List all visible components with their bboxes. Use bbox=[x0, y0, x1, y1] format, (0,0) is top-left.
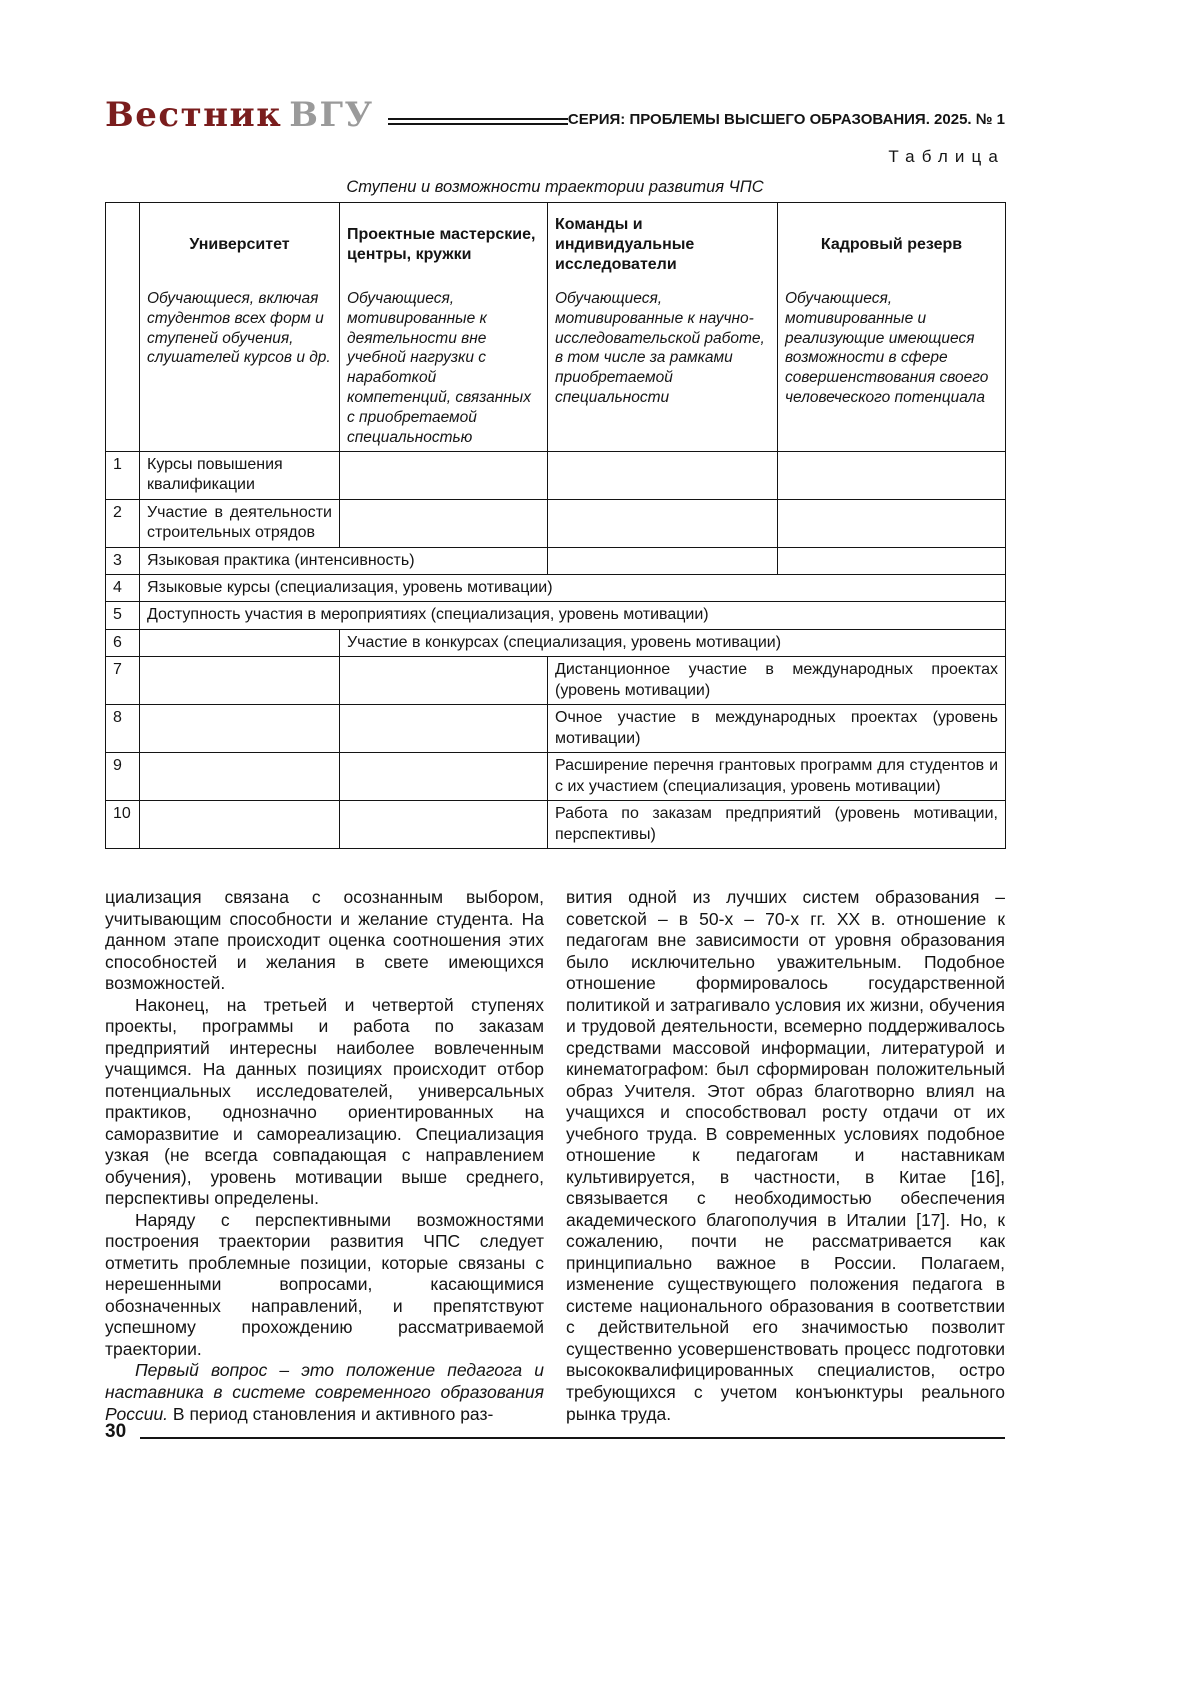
table-caption: Ступени и возможности траектории развития ЧПС bbox=[346, 178, 764, 196]
table-row-8 bbox=[106, 705, 1006, 753]
table-row-2 bbox=[106, 499, 1006, 547]
empty-cell bbox=[778, 451, 1006, 499]
row-number: 6 bbox=[106, 629, 140, 656]
empty-cell bbox=[778, 547, 1006, 574]
column-title: Кадровый резерв bbox=[820, 236, 963, 253]
row-number: 5 bbox=[106, 602, 140, 629]
table-row-6 bbox=[106, 629, 1006, 656]
article-body bbox=[105, 887, 1005, 1425]
paragraph: циализация связана с осознанным выбором, учитывающим способности и желание студента. На данном этапе происходит оценка соотношения этих способностей и желания в свете имеющихся возможностей. bbox=[105, 887, 544, 994]
empty-cell bbox=[140, 753, 340, 801]
series-title: СЕРИЯ: ПРОБЛЕМЫ ВЫСШЕГО ОБРАЗОВАНИЯ. 2025. № 1 bbox=[567, 110, 1005, 128]
page-number: 30 bbox=[105, 1421, 127, 1442]
row-number: 4 bbox=[106, 574, 140, 601]
empty-cell bbox=[140, 629, 340, 656]
column-description: Обучающиеся, включая студентов всех форм и ступеней обучения, слушателей курсов и др. bbox=[147, 290, 331, 367]
empty-cell bbox=[340, 499, 548, 547]
header-corner-cell bbox=[106, 203, 140, 452]
column-description: Обучающиеся, мотивированные к научно-исследовательской работе, в том числе за рамками приобретаемой специальности bbox=[555, 290, 765, 407]
paragraph: Наконец, на третьей и четвертой ступенях проекты, программы и работа по заказам предприятий интересны наиболее вовлеченным учащимся. На данных позициях происходит отбор потенциальных исследователей, универсальных практиков, однозначно ориентированных на саморазвитие и самореализацию. Специализация узкая (не всегда совпадающая с направлением обучения), уровень мотивации выше среднего, перспективы определены. bbox=[105, 994, 544, 1209]
row-text: Расширение перечня грантовых программ для студентов и с их участием (специализация, уровень мотивации) bbox=[548, 753, 1006, 801]
row-number: 9 bbox=[106, 753, 140, 801]
column-title: Университет bbox=[189, 236, 290, 253]
column-header-reserve bbox=[778, 203, 1006, 452]
footer-rule bbox=[140, 1437, 1005, 1439]
column-header-university bbox=[140, 203, 340, 452]
journal-logo bbox=[105, 95, 374, 135]
empty-cell bbox=[548, 451, 778, 499]
row-text: Участие в конкурсах (специализация, уровень мотивации) bbox=[340, 629, 1006, 656]
row-text: Доступность участия в мероприятиях (специализация, уровень мотивации) bbox=[140, 602, 1006, 629]
column-title: Команды и индивидуальные исследователи bbox=[555, 216, 695, 273]
page-footer bbox=[105, 1422, 1005, 1441]
empty-cell bbox=[140, 705, 340, 753]
column-header-workshops bbox=[340, 203, 548, 452]
table-header-row bbox=[106, 203, 1006, 452]
empty-cell bbox=[140, 801, 340, 849]
table-row-10 bbox=[106, 801, 1006, 849]
empty-cell bbox=[548, 547, 778, 574]
header-rule bbox=[388, 118, 568, 125]
table-row-4 bbox=[106, 574, 1006, 601]
row-text: Курсы повышения квалификации bbox=[140, 451, 340, 499]
trajectory-table bbox=[105, 202, 1006, 849]
empty-cell bbox=[778, 499, 1006, 547]
paragraph: Наряду с перспективными возможностями построения траектории развития ЧПС следует отметить проблемные позиции, которые связаны с нерешенными вопросами, касающимися обозначенных направлений, и препятствуют успешному прохождению рассматриваемой траектории. bbox=[105, 1209, 544, 1359]
table-row-7 bbox=[106, 657, 1006, 705]
row-number: 2 bbox=[106, 499, 140, 547]
empty-cell bbox=[548, 499, 778, 547]
row-number: 7 bbox=[106, 657, 140, 705]
italic-lead: Первый вопрос – это положение педагога и наставника в системе современного образования России. bbox=[105, 1360, 544, 1424]
table-row-1 bbox=[106, 451, 1006, 499]
row-text: Работа по заказам предприятий (уровень мотивации, перспективы) bbox=[548, 801, 1006, 849]
empty-cell bbox=[340, 705, 548, 753]
page-header bbox=[105, 95, 1005, 135]
empty-cell bbox=[340, 801, 548, 849]
paragraph-continuation: В период становления и активного раз- bbox=[168, 1403, 494, 1424]
text-column-left bbox=[105, 887, 544, 1425]
row-text: Языковая практика (интенсивность) bbox=[140, 547, 548, 574]
logo-vestnik: Вестник bbox=[105, 95, 283, 135]
table-row-5 bbox=[106, 602, 1006, 629]
table-row-3 bbox=[106, 547, 1006, 574]
row-text: Участие в деятельности строительных отрядов bbox=[140, 499, 340, 547]
row-number: 8 bbox=[106, 705, 140, 753]
row-number: 10 bbox=[106, 801, 140, 849]
empty-cell bbox=[140, 657, 340, 705]
paragraph: вития одной из лучших систем образования – советской – в 50-х – 70-х гг. XX в. отношение к педагогам вне зависимости от уровня образования было исключительно уважительным. Подобное отношение формировалось государственной политикой и затрагивало условия их жизни, обучения и трудовой деятельности, всемерно поддерживалось средствами массовой информации, литературой и кинематографом: был сформирован положительный образ Учителя. Этот образ благотворно влиял на учащихся и способствовал росту отдачи от их учебного труда. В современных условиях подобное отношение к педагогам и наставникам культивируется, в частности, в Китае [16], связывается с необходимостью обеспечения академического благополучия в Италии [17]. Но, к сожалению, почти не рассматривается как принципиально важное в России. Полагаем, изменение существующего положения педагога в системе национального образования в соответствии с действительной его значимостью позволит существенно усовершенствовать процесс подготовки высококвалифицированных специалистов, остро требующихся с учетом конъюнктуры реального рынка труда. bbox=[566, 887, 1005, 1424]
column-header-teams bbox=[548, 203, 778, 452]
row-number: 3 bbox=[106, 547, 140, 574]
paragraph bbox=[105, 1360, 544, 1425]
empty-cell bbox=[340, 753, 548, 801]
column-description: Обучающиеся, мотивированные и реализующие имеющиеся возможности в сфере совершенствования своего человеческого потенциала bbox=[785, 290, 989, 407]
table-row-9 bbox=[106, 753, 1006, 801]
logo-vgu: ВГУ bbox=[289, 95, 374, 135]
text-column-right bbox=[566, 887, 1005, 1425]
table-label: Таблица bbox=[888, 147, 1005, 166]
column-title: Проектные мастерские, центры, кружки bbox=[347, 226, 536, 263]
empty-cell bbox=[340, 657, 548, 705]
row-text: Языковые курсы (специализация, уровень мотивации) bbox=[140, 574, 1006, 601]
column-description: Обучающиеся, мотивированные к деятельности вне учебной нагрузки с наработкой компетенций, связанных с приобретаемой специальностью bbox=[347, 290, 531, 446]
empty-cell bbox=[340, 451, 548, 499]
row-number: 1 bbox=[106, 451, 140, 499]
row-text: Дистанционное участие в международных проектах (уровень мотивации) bbox=[548, 657, 1006, 705]
row-text: Очное участие в международных проектах (уровень мотивации) bbox=[548, 705, 1006, 753]
